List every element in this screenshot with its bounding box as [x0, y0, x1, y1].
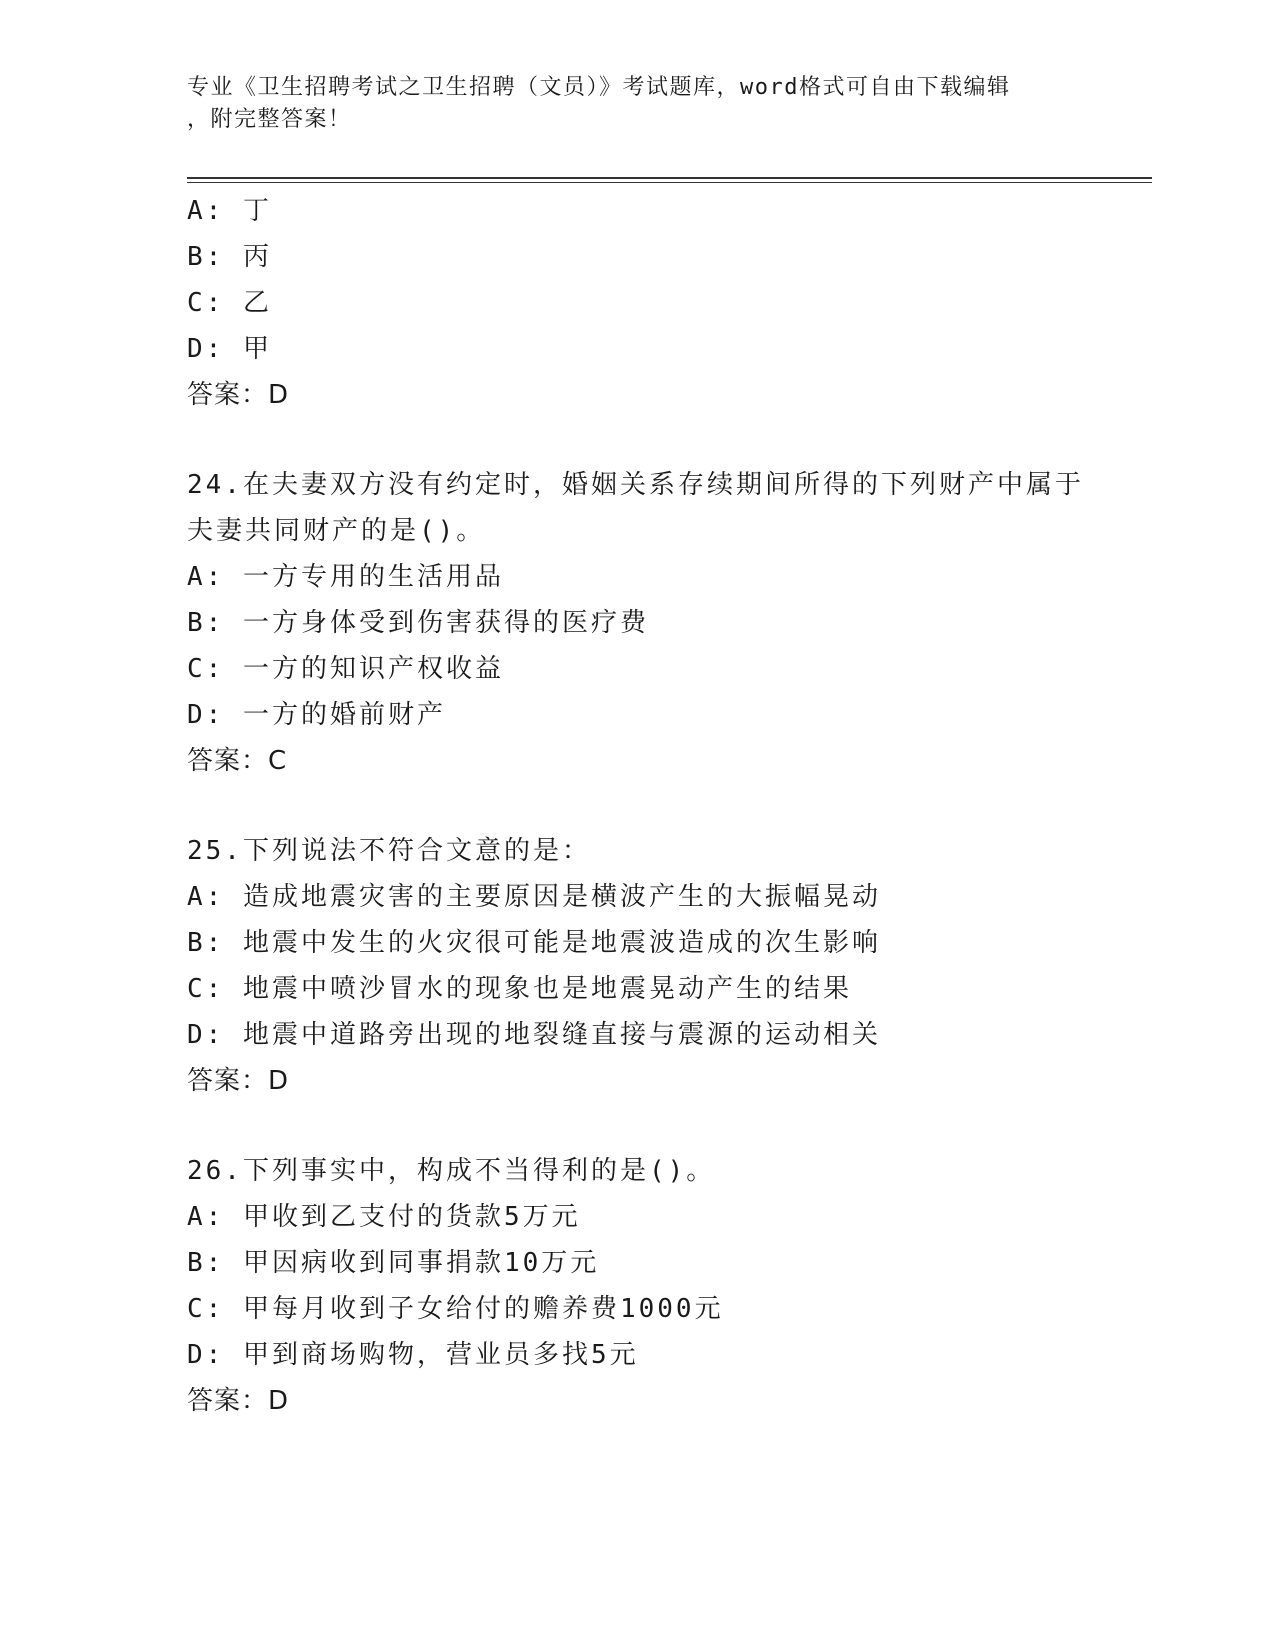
- option-c: C: 甲每月收到子女给付的赡养费1000元: [187, 1294, 724, 1324]
- option-d: D: 甲: [187, 334, 272, 364]
- answer-line: 答案：D: [187, 380, 290, 410]
- prev-question-block: [187, 188, 1087, 418]
- option-a: A: 丁: [187, 196, 272, 226]
- option-b: B: 地震中发生的火灾很可能是地震波造成的次生影响: [187, 928, 881, 958]
- question-25: [187, 828, 1087, 1104]
- option-c: C: 地震中喷沙冒水的现象也是地震晃动产生的结果: [187, 974, 852, 1004]
- document-body: [187, 188, 1087, 1424]
- option-a: A: 甲收到乙支付的货款5万元: [187, 1202, 581, 1232]
- answer-line: 答案：C: [187, 746, 288, 776]
- option-d: D: 甲到商场购物，营业员多找5元: [187, 1340, 639, 1370]
- option-a: A: 造成地震灾害的主要原因是横波产生的大振幅晃动: [187, 882, 881, 912]
- option-b: B: 一方身体受到伤害获得的医疗费: [187, 608, 649, 638]
- header-rule-thin: [187, 182, 1152, 183]
- question-stem: 25.下列说法不符合文意的是：: [187, 836, 591, 866]
- option-a: A: 一方专用的生活用品: [187, 562, 504, 592]
- answer-line: 答案：D: [187, 1386, 290, 1416]
- option-b: B: 丙: [187, 242, 272, 272]
- question-26: [187, 1148, 1087, 1424]
- option-d: D: 一方的婚前财产: [187, 700, 446, 730]
- document-header: 专业《卫生招聘考试之卫生招聘（文员）》考试题库，word格式可自由下载编辑 ，附完整答案！: [187, 75, 1011, 132]
- option-b: B: 甲因病收到同事捐款10万元: [187, 1248, 600, 1278]
- option-c: C: 一方的知识产权收益: [187, 654, 504, 684]
- question-24: [187, 462, 1087, 784]
- question-stem: 24.在夫妻双方没有约定时，婚姻关系存续期间所得的下列财产中属于 夫妻共同财产的是()。: [187, 470, 1084, 546]
- header-rule-thick: [187, 177, 1152, 179]
- option-d: D: 地震中道路旁出现的地裂缝直接与震源的运动相关: [187, 1020, 881, 1050]
- answer-line: 答案：D: [187, 1066, 290, 1096]
- question-stem: 26.下列事实中，构成不当得利的是()。: [187, 1156, 716, 1186]
- option-c: C: 乙: [187, 288, 272, 318]
